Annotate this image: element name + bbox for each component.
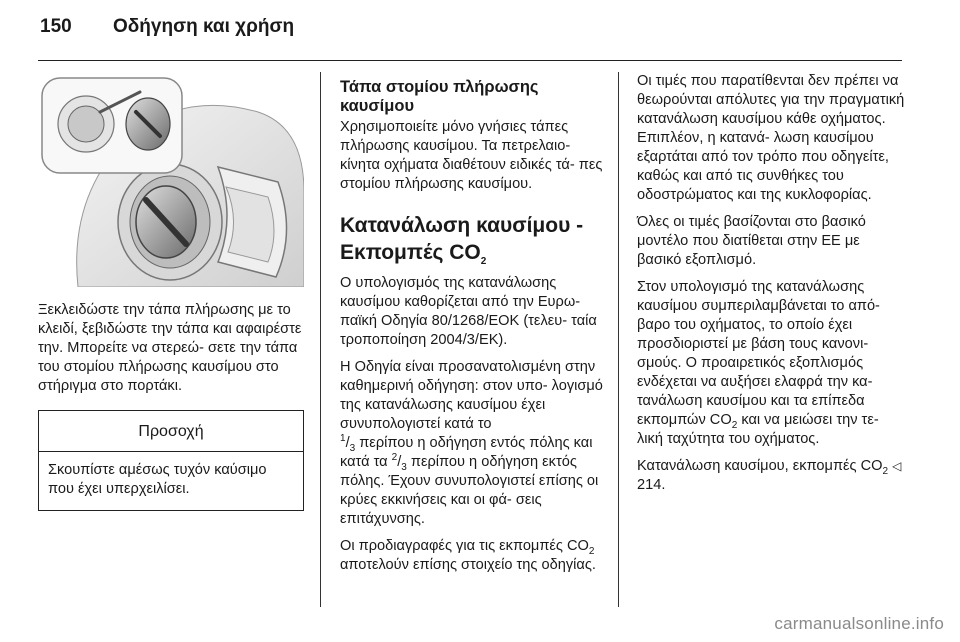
page-number: 150 [40, 16, 72, 37]
text-run: αποτελούν επίσης στοιχείο της οδηγίας. [340, 557, 596, 573]
page-header [40, 16, 294, 46]
caution-text: Σκουπίστε αμέσως τυχόν καύσιμο που έχει υπερχειλίσει. [48, 462, 267, 497]
text-run: και να μειώσει την τε- λική ταχύτητα του οχήματος. [637, 412, 879, 447]
kerb-weight-paragraph [637, 278, 907, 449]
text-run: Κατανάλωση καυσίμου, εκπομπές CO [637, 458, 883, 474]
fuel-cap-text: Χρησιμοποιείτε μόνο γνήσιες τάπες πλήρωσης καυσίμου. Τα πετρελαιο- κίνητα οχήματα διαθέτουν ειδικές τά- πες στομίου πλήρωσης καυσίμου. [340, 119, 603, 192]
subscript: 2 [731, 419, 738, 431]
fuel-filler-door-drawing [38, 72, 304, 287]
column-2 [340, 72, 606, 583]
values-disclaimer-paragraph: Οι τιμές που παρατίθενται δεν πρέπει να θεωρούνται απόλυτες για την πραγματική κατανάλωση καυσίμου κάθε οχήματος. Επιπλέον, η κατανά- λωση καυσίμου εξαρτάται από τον τρόπο που οδηγείτε, καθώς και από τις συνθήκες του οδοστρώματος και της κυκλοφορίας. [637, 73, 905, 203]
text-run: Οι προδιαγραφές για τις εκπομπές CO [340, 538, 589, 554]
column-divider [320, 72, 321, 607]
text-run: Στον υπολογισμό της κατανάλωσης καυσίμου συμπεριλαμβάνεται το από- βαρο του οχήματος, το οποίο έχει προσδιοριστεί με βάση τους κανονι- σμούς. Ο προαιρετικός εξοπλισμός ενδέχεται να αυξήσει ελαφρά την κα- τανάλωση καυσίμου και τα επίπεδα εκπομπών CO [637, 279, 880, 428]
chapter-title: Οδήγηση και χρήση [113, 16, 295, 37]
heading-text: Κατανάλωση καυσίμου - Εκπομπές CO [340, 214, 584, 264]
driving-cycle-paragraph: Η Οδηγία είναι προσανατολισμένη στην καθημερινή οδήγηση: στον υπο- λογισμό της κατανάλωσης καυσίμου έχει συνυπολογιστεί κατά το $^1/_3$ περίπου η οδήγηση εντός πόλης και κατά τα $^2/_3$ περίπου η οδήγηση εκτός πόλης. Έχουν συνυπολογιστεί επίσης οι κρύες εκκινήσεις και οι φά- σεις επιτάχυνσης. [340, 359, 603, 527]
subscript: 2 [588, 545, 595, 557]
watermark: carmanualsonline.info [774, 614, 944, 633]
column-divider [618, 72, 619, 607]
column-3 [637, 72, 907, 503]
caution-box [38, 410, 304, 511]
caution-title: Προσοχή [39, 411, 303, 452]
fraction-numerator: 1 [340, 433, 346, 445]
text-run: περίπου η οδήγηση εντός πόλης και κατά τα [340, 435, 593, 470]
subscript: 2 [882, 465, 889, 477]
text-run: Η Οδηγία είναι προσανατολισμένη στην καθημερινή οδήγηση: στον υπο- λογισμό της κατανάλωσης καυσίμου έχει συνυπολογιστεί κατά το [340, 359, 603, 432]
heading-subscript: 2 [480, 256, 487, 268]
cross-reference-page[interactable]: 214. [637, 477, 666, 493]
unlock-instruction: Ξεκλειδώστε την τάπα πλήρωσης με το κλειδί, ξεβιδώστε την τάπα και αφαιρέστε την. Μπορείτε να στερεώ- σετε την τάπα του στομίου πλήρωσης καυσίμου στο στήριγμα στο πορτάκι. [38, 302, 302, 394]
cross-reference-arrow-icon[interactable]: ◁ [892, 459, 902, 473]
section-heading-fuel-consumption [340, 212, 606, 266]
directive-paragraph: Ο υπολογισμός της κατανάλωσης καυσίμου καθορίζεται από την Ευρω- παϊκή Οδηγία 80/1268/ΕΟΚ (τελευ- ταία τροποποίηση 2004/3/ΕΚ). [340, 275, 597, 348]
cross-reference[interactable] [637, 457, 907, 495]
section-heading-fuel-cap: Τάπα στομίου πλήρωσης καυσίμου [340, 78, 539, 115]
fraction-numerator: 2 [391, 452, 398, 464]
fraction-denominator: 3 [401, 461, 407, 473]
co2-spec-paragraph [340, 537, 606, 575]
base-model-paragraph: Όλες οι τιμές βασίζονται στο βασικό μοντέλο που διατίθεται στην ΕΕ με βασικό εξοπλισμό. [637, 214, 866, 268]
fraction-denominator: 3 [349, 442, 356, 454]
column-1 [38, 72, 304, 511]
fuel-cap-illustration [38, 72, 304, 287]
header-divider [38, 60, 902, 61]
text-run: περίπου η οδήγηση εκτός πόλης. Έχουν συνυπολογιστεί επίσης οι κρύες εκκινήσεις και οι φά- σεις επιτάχυνσης. [340, 454, 599, 527]
